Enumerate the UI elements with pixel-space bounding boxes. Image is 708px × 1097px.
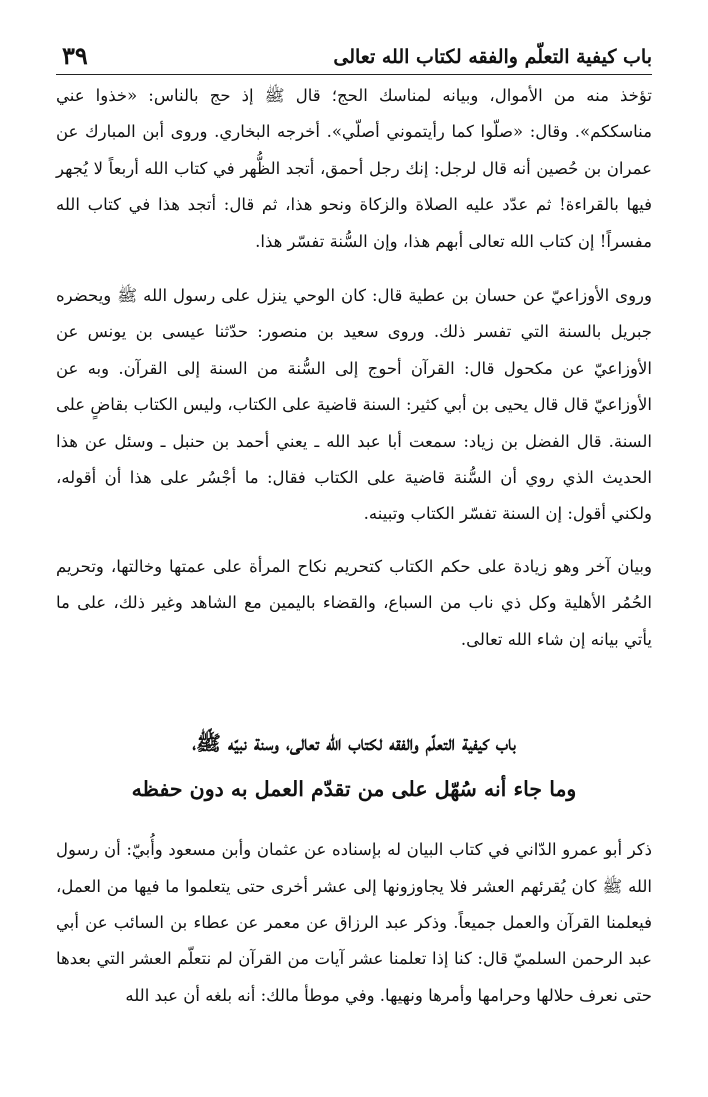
paragraph: وروى الأوزاعيّ عن حسان بن عطية قال: كان الوحي ينزل على رسول الله ﷺ ويحضره جبريل بالسنة التي تفسر ذلك. وروى سعيد بن منصور: حدّثنا عيسى بن يونس عن الأوزاعيّ عن مكحول قال: القرآن أحوج إلى السُّنة من السنة إلى القرآن. وبه عن الأوزاعيّ قال قال يحيى بن أبي كثير: السنة قاضية على الكتاب، وليس الكتاب بقاضٍ على السنة. قال الفضل بن زياد: سمعت أبا عبد الله ـ يعني أحمد بن حنبل ـ وسئل عن هذا الحديث الذي روي أن السُّنة قاضية على الكتاب فقال: ما أجْسُر على هذا أن أقوله، ولكني أقول: إن السنة تفسّر الكتاب وتبينه. xyxy=(56,286,652,524)
section-heading-line-2: وما جاء أنه سُهّل على من تقدّم العمل به دون حفظه xyxy=(131,777,577,802)
section-heading-line-1: باب كيفية التعلّم والفقه لكتاب الله تعالى، وسنة نبيّه ﷺ، xyxy=(192,731,516,756)
section-heading xyxy=(56,720,652,812)
running-title: باب كيفية التعلّم والفقه لكتاب الله تعالى xyxy=(333,46,652,68)
paragraph: تؤخذ منه من الأموال، وبيانه لمناسك الحج؛ قال ﷺ إذ حج بالناس: «خذوا عني مناسككم». وقال: «صلّوا كما رأيتموني أصلّي». أخرجه البخاري. وروى أبن المبارك عن عمران بن حُصين أنه قال لرجل: إنك رجل أحمق، أتجد الظُّهر في كتاب الله أربعاً لا يُجهر فيها بالقراءة! ثم عدّد عليه الصلاة والزكاة ونحو هذا، ثم قال: أتجد هذا في كتاب الله مفسراً! إن كتاب الله تعالى أبهم هذا، وإن السُّنة تفسّر هذا. xyxy=(56,86,652,251)
page-header xyxy=(56,34,652,75)
page-body xyxy=(56,78,652,1014)
paragraph: وبيان آخر وهو زيادة على حكم الكتاب كتحريم نكاح المرأة على عمتها وخالتها، وتحريم الحُمُر الأهلية وكل ذي ناب من السباع، والقضاء باليمين مع الشاهد وغير ذلك، على ما يأتي بيانه إن شاء الله تعالى. xyxy=(56,556,652,649)
page-number: ٣٩ xyxy=(62,41,88,70)
paragraph: ذكر أبو عمرو الدّاني في كتاب البيان له بإسناده عن عثمان وأبن مسعود وأُبيّ: أن رسول الله ﷺ كان يُقرئهم العشر فلا يجاوزونها إلى عشر أخرى حتى يتعلموا ما فيها من العمل، فيعلمنا القرآن والعمل جميعاً. وذكر عبد الرزاق عن معمر عن عطاء بن السائب عن أبي عبد الرحمن السلميّ قال: كنا إذا تعلمنا عشر آيات من القرآن لم نتعلّم العشر التي بعدها حتى نعرف حلالها وحرامها وأمرها ونهيها. وفي موطأ مالك: أنه بلغه أن عبد الله xyxy=(56,840,652,1005)
